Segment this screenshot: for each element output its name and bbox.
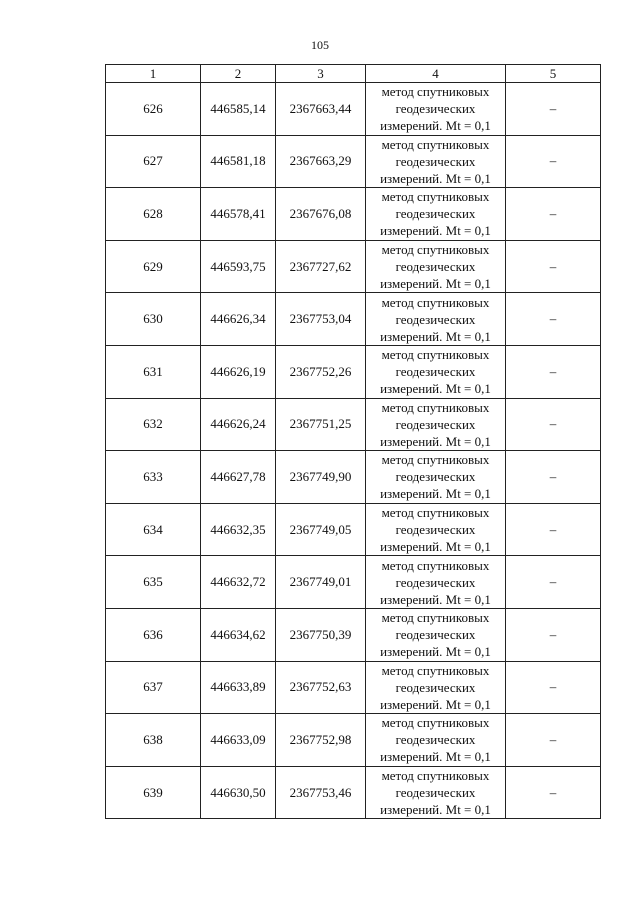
point-number-cell: 629	[106, 240, 201, 293]
x-coordinate-cell: 446626,24	[201, 398, 276, 451]
header-col-2: 2	[201, 65, 276, 83]
note-cell: –	[506, 714, 601, 767]
table-row	[106, 766, 601, 819]
x-coordinate-cell: 446626,19	[201, 345, 276, 398]
method-cell	[366, 714, 506, 767]
method-line: геодезических	[395, 627, 476, 643]
method-line: метод спутниковых	[381, 662, 490, 678]
method-line: измерений. Mt = 0,1	[380, 802, 491, 818]
x-coordinate-cell: 446632,35	[201, 503, 276, 556]
method-line: геодезических	[395, 574, 476, 590]
method-cell	[366, 345, 506, 398]
note-cell: –	[506, 83, 601, 136]
x-coordinate-cell: 446630,50	[201, 766, 276, 819]
header-col-1: 1	[106, 65, 201, 83]
method-line: геодезических	[395, 416, 476, 432]
y-coordinate-cell: 2367676,08	[276, 188, 366, 241]
note-cell: –	[506, 135, 601, 188]
method-line: измерений. Mt = 0,1	[380, 696, 491, 712]
point-number-cell: 628	[106, 188, 201, 241]
y-coordinate-cell: 2367749,90	[276, 451, 366, 504]
method-line: метод спутниковых	[381, 294, 490, 310]
x-coordinate-cell: 446633,09	[201, 714, 276, 767]
method-line: геодезических	[395, 469, 476, 485]
y-coordinate-cell: 2367663,44	[276, 83, 366, 136]
y-coordinate-cell: 2367749,05	[276, 503, 366, 556]
point-number-cell: 627	[106, 135, 201, 188]
note-cell: –	[506, 503, 601, 556]
method-line: метод спутниковых	[381, 136, 490, 152]
table-row	[106, 188, 601, 241]
note-cell: –	[506, 451, 601, 504]
point-number-cell: 634	[106, 503, 201, 556]
point-number-cell: 631	[106, 345, 201, 398]
y-coordinate-cell: 2367753,46	[276, 766, 366, 819]
x-coordinate-cell: 446626,34	[201, 293, 276, 346]
method-line: метод спутниковых	[381, 84, 490, 100]
x-coordinate-cell: 446632,72	[201, 556, 276, 609]
method-line: метод спутниковых	[381, 715, 490, 731]
method-cell	[366, 608, 506, 661]
y-coordinate-cell: 2367751,25	[276, 398, 366, 451]
x-coordinate-cell: 446593,75	[201, 240, 276, 293]
coordinates-table	[105, 64, 601, 819]
note-cell: –	[506, 398, 601, 451]
point-number-cell: 632	[106, 398, 201, 451]
method-line: геодезических	[395, 153, 476, 169]
method-line: измерений. Mt = 0,1	[380, 539, 491, 555]
y-coordinate-cell: 2367752,26	[276, 345, 366, 398]
point-number-cell: 639	[106, 766, 201, 819]
table-row	[106, 608, 601, 661]
y-coordinate-cell: 2367749,01	[276, 556, 366, 609]
method-line: геодезических	[395, 679, 476, 695]
method-line: геодезических	[395, 311, 476, 327]
method-cell	[366, 293, 506, 346]
note-cell: –	[506, 556, 601, 609]
method-line: измерений. Mt = 0,1	[380, 118, 491, 134]
y-coordinate-cell: 2367752,63	[276, 661, 366, 714]
table-row	[106, 661, 601, 714]
method-line: метод спутниковых	[381, 610, 490, 626]
y-coordinate-cell: 2367752,98	[276, 714, 366, 767]
y-coordinate-cell: 2367727,62	[276, 240, 366, 293]
note-cell: –	[506, 608, 601, 661]
table-header	[106, 65, 601, 83]
method-cell	[366, 398, 506, 451]
method-line: геодезических	[395, 206, 476, 222]
method-line: метод спутниковых	[381, 189, 490, 205]
method-line: измерений. Mt = 0,1	[380, 749, 491, 765]
page-number: 105	[311, 38, 329, 52]
table-row	[106, 503, 601, 556]
method-line: геодезических	[395, 785, 476, 801]
header-col-5: 5	[506, 65, 601, 83]
note-cell: –	[506, 240, 601, 293]
note-cell: –	[506, 661, 601, 714]
method-cell	[366, 766, 506, 819]
header-col-3: 3	[276, 65, 366, 83]
method-cell	[366, 556, 506, 609]
method-line: геодезических	[395, 259, 476, 275]
x-coordinate-cell: 446634,62	[201, 608, 276, 661]
method-line: метод спутниковых	[381, 347, 490, 363]
y-coordinate-cell: 2367753,04	[276, 293, 366, 346]
note-cell: –	[506, 345, 601, 398]
method-cell	[366, 188, 506, 241]
method-cell	[366, 135, 506, 188]
table-row	[106, 135, 601, 188]
method-line: измерений. Mt = 0,1	[380, 328, 491, 344]
x-coordinate-cell: 446633,89	[201, 661, 276, 714]
table-body	[106, 83, 601, 819]
method-line: измерений. Mt = 0,1	[380, 644, 491, 660]
method-line: метод спутниковых	[381, 399, 490, 415]
method-cell	[366, 83, 506, 136]
point-number-cell: 636	[106, 608, 201, 661]
table-row	[106, 556, 601, 609]
method-line: метод спутниковых	[381, 452, 490, 468]
method-line: измерений. Mt = 0,1	[380, 381, 491, 397]
method-line: метод спутниковых	[381, 768, 490, 784]
table-row	[106, 83, 601, 136]
method-line: геодезических	[395, 732, 476, 748]
header-col-4: 4	[366, 65, 506, 83]
table-row	[106, 345, 601, 398]
method-line: измерений. Mt = 0,1	[380, 433, 491, 449]
method-line: измерений. Mt = 0,1	[380, 170, 491, 186]
table-row	[106, 398, 601, 451]
method-line: измерений. Mt = 0,1	[380, 591, 491, 607]
method-line: геодезических	[395, 522, 476, 538]
note-cell: –	[506, 188, 601, 241]
x-coordinate-cell: 446578,41	[201, 188, 276, 241]
point-number-cell: 638	[106, 714, 201, 767]
method-line: метод спутниковых	[381, 505, 490, 521]
method-cell	[366, 240, 506, 293]
note-cell: –	[506, 293, 601, 346]
point-number-cell: 630	[106, 293, 201, 346]
point-number-cell: 626	[106, 83, 201, 136]
method-cell	[366, 661, 506, 714]
point-number-cell: 635	[106, 556, 201, 609]
method-line: измерений. Mt = 0,1	[380, 276, 491, 292]
method-line: геодезических	[395, 101, 476, 117]
method-line: метод спутниковых	[381, 557, 490, 573]
table-row	[106, 240, 601, 293]
method-line: геодезических	[395, 364, 476, 380]
x-coordinate-cell: 446585,14	[201, 83, 276, 136]
note-cell: –	[506, 766, 601, 819]
y-coordinate-cell: 2367750,39	[276, 608, 366, 661]
point-number-cell: 637	[106, 661, 201, 714]
x-coordinate-cell: 446627,78	[201, 451, 276, 504]
method-line: измерений. Mt = 0,1	[380, 223, 491, 239]
table-row	[106, 714, 601, 767]
header-row	[106, 65, 601, 83]
method-cell	[366, 503, 506, 556]
method-cell	[366, 451, 506, 504]
table-row	[106, 451, 601, 504]
point-number-cell: 633	[106, 451, 201, 504]
x-coordinate-cell: 446581,18	[201, 135, 276, 188]
method-line: измерений. Mt = 0,1	[380, 486, 491, 502]
method-line: метод спутниковых	[381, 242, 490, 258]
y-coordinate-cell: 2367663,29	[276, 135, 366, 188]
table-row	[106, 293, 601, 346]
